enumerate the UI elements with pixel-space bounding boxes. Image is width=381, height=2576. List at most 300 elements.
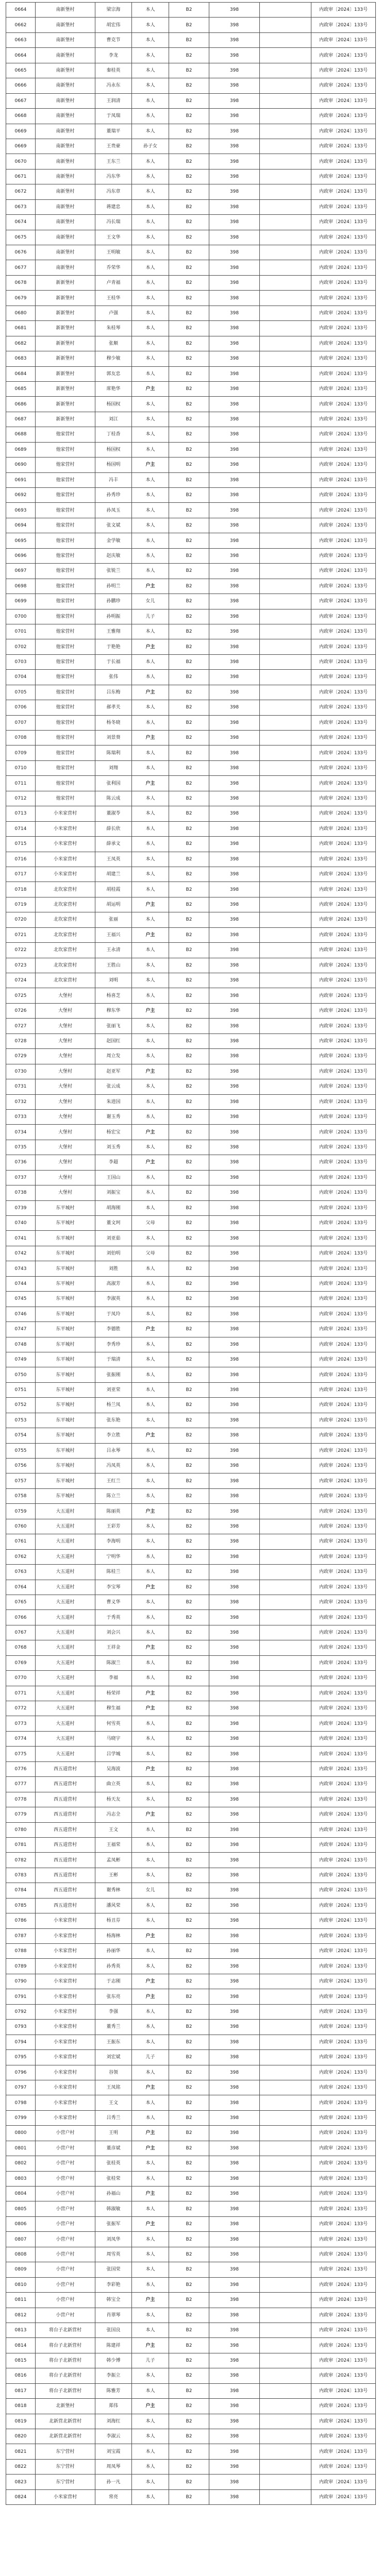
cell-serial-no: 0739 [6,1200,36,1215]
cell-disability-grade: B2 [169,442,209,457]
cell-serial-no: 0766 [6,1610,36,1625]
cell-village: 大五道村 [36,1549,95,1564]
cell-document-number: 内政审〔2024〕133号 [311,1413,376,1428]
cell-village: 大五道村 [36,1640,95,1655]
cell-disability-grade: B2 [169,1261,209,1276]
cell-serial-no: 0719 [6,897,36,912]
table-row [6,745,376,760]
cell-person-name: 韩宝全 [95,2293,132,2308]
table-row [6,1580,376,1595]
cell-relationship: 本人 [132,867,169,882]
cell-document-number: 内政审〔2024〕133号 [311,184,376,199]
cell-amount: 398 [209,867,260,882]
cell-amount: 398 [209,548,260,563]
cell-serial-no: 0674 [6,215,36,230]
cell-amount: 398 [209,2035,260,2049]
cell-serial-no: 0815 [6,2353,36,2368]
cell-amount: 398 [209,1761,260,1776]
table-row [6,2429,376,2444]
cell-serial-no: 0760 [6,1519,36,1534]
cell-empty [260,366,311,381]
cell-disability-grade: B2 [169,199,209,214]
cell-empty [260,943,311,958]
cell-person-name: 陈瑞利 [95,745,132,760]
cell-serial-no: 0718 [6,882,36,897]
cell-relationship: 本人 [132,260,169,275]
cell-village: 新新堡村 [36,412,95,427]
cell-document-number: 内政审〔2024〕133号 [311,2383,376,2398]
cell-disability-grade: B2 [169,2035,209,2049]
cell-serial-no: 0769 [6,1655,36,1670]
cell-document-number: 内政审〔2024〕133号 [311,1807,376,1822]
table-row [6,1473,376,1488]
cell-relationship: 本人 [132,1292,169,1307]
table-row [6,442,376,457]
cell-village: 小米家营村 [36,2110,95,2125]
cell-village: 大五道村 [36,1534,95,1549]
cell-village: 他家营村 [36,564,95,579]
cell-person-name: 李福 [95,1671,132,1686]
cell-serial-no: 0821 [6,2444,36,2459]
cell-amount: 398 [209,1231,260,1246]
cell-amount: 398 [209,2323,260,2337]
cell-village: 他家营村 [36,654,95,669]
cell-empty [260,1565,311,1580]
table-row [6,139,376,154]
cell-document-number: 内政审〔2024〕133号 [311,1898,376,1913]
cell-relationship: 本人 [132,1595,169,1609]
cell-empty [260,2171,311,2186]
cell-amount: 398 [209,2065,260,2080]
cell-disability-grade: B2 [169,2004,209,2019]
table-row [6,852,376,867]
cell-village: 他家营村 [36,579,95,594]
cell-document-number: 内政审〔2024〕133号 [311,412,376,427]
cell-serial-no: 0707 [6,715,36,730]
cell-empty [260,3,311,18]
cell-village: 大五道村 [36,1580,95,1595]
cell-empty [260,2050,311,2065]
cell-empty [260,260,311,275]
cell-serial-no: 0728 [6,1033,36,1048]
cell-empty [260,139,311,154]
cell-serial-no: 0664 [6,48,36,63]
cell-serial-no: 0819 [6,2414,36,2429]
cell-person-name: 刘海红 [95,2414,132,2429]
subsidy-roster-table [6,2,376,2505]
cell-disability-grade: B2 [169,973,209,988]
cell-person-name: 杨喜芝 [95,988,132,1003]
cell-document-number: 内政审〔2024〕133号 [311,1853,376,1868]
cell-disability-grade: B2 [169,1792,209,1807]
cell-empty [260,215,311,230]
cell-empty [260,731,311,745]
cell-amount: 398 [209,821,260,836]
cell-document-number: 内政审〔2024〕133号 [311,821,376,836]
cell-person-name: 孙一凡 [95,2475,132,2489]
cell-document-number: 内政审〔2024〕133号 [311,1655,376,1670]
cell-empty [260,1231,311,1246]
cell-serial-no: 0712 [6,791,36,806]
cell-serial-no: 0686 [6,397,36,412]
cell-disability-grade: B2 [169,1610,209,1625]
cell-serial-no: 0742 [6,1246,36,1261]
cell-serial-no: 0803 [6,2171,36,2186]
cell-relationship: 户主 [132,776,169,791]
cell-person-name: 乔荣华 [95,260,132,275]
cell-document-number: 内政审〔2024〕133号 [311,806,376,821]
cell-relationship: 户主 [132,897,169,912]
cell-serial-no: 0708 [6,731,36,745]
cell-amount: 398 [209,518,260,533]
table-row [6,472,376,487]
cell-serial-no: 0729 [6,1049,36,1064]
table-row [6,1837,376,1852]
cell-person-name: 刘凤华 [95,2232,132,2247]
cell-person-name: 胡桂霞 [95,882,132,897]
cell-person-name: 吕东梅 [95,685,132,700]
cell-document-number: 内政审〔2024〕133号 [311,2262,376,2277]
cell-serial-no: 0776 [6,1761,36,1776]
cell-amount: 398 [209,1792,260,1807]
table-row [6,1170,376,1185]
cell-amount: 398 [209,1413,260,1428]
table-row [6,154,376,169]
cell-disability-grade: B2 [169,715,209,730]
cell-relationship: 户主 [132,1701,169,1716]
cell-person-name: 张桂英 [95,2156,132,2171]
cell-relationship: 本人 [132,397,169,412]
table-row [6,1610,376,1625]
cell-disability-grade: B2 [169,2156,209,2171]
cell-document-number: 内政审〔2024〕133号 [311,609,376,624]
cell-relationship: 本人 [132,427,169,442]
cell-village: 新新堡村 [36,321,95,336]
cell-person-name: 孙福山 [95,2187,132,2201]
cell-relationship: 本人 [132,2414,169,2429]
cell-relationship: 本人 [132,654,169,669]
cell-person-name: 王凤英 [95,852,132,867]
cell-document-number: 内政审〔2024〕133号 [311,1974,376,1989]
cell-document-number: 内政审〔2024〕133号 [311,2444,376,2459]
cell-document-number: 内政审〔2024〕133号 [311,927,376,942]
cell-serial-no: 0727 [6,1019,36,1033]
cell-person-name: 刘宏斌 [95,2050,132,2065]
cell-disability-grade: B2 [169,867,209,882]
cell-village: 小米家营村 [36,1989,95,2004]
cell-empty [260,1655,311,1670]
cell-person-name: 潘风荣 [95,1898,132,1913]
cell-disability-grade: B2 [169,2399,209,2414]
cell-disability-grade: B2 [169,670,209,685]
cell-amount: 398 [209,230,260,245]
table-row [6,230,376,245]
cell-village: 东平城村 [36,1443,95,1458]
cell-village: 他家营村 [36,609,95,624]
cell-relationship: 本人 [132,1443,169,1458]
cell-empty [260,2293,311,2308]
cell-disability-grade: B2 [169,321,209,336]
cell-document-number: 内政审〔2024〕133号 [311,488,376,503]
cell-serial-no: 0785 [6,1898,36,1913]
cell-relationship: 本人 [132,48,169,63]
cell-amount: 398 [209,2459,260,2474]
cell-person-name: 陈雅芳 [95,2383,132,2398]
cell-amount: 398 [209,2368,260,2383]
cell-serial-no: 0726 [6,1003,36,1018]
cell-empty [260,958,311,973]
cell-empty [260,2216,311,2231]
cell-village: 大堡村 [36,1094,95,1109]
cell-amount: 398 [209,351,260,366]
cell-village: 小营户村 [36,2293,95,2308]
cell-empty [260,1853,311,1868]
cell-relationship: 本人 [132,2308,169,2323]
cell-document-number: 内政审〔2024〕133号 [311,564,376,579]
cell-disability-grade: B2 [169,2126,209,2141]
cell-amount: 398 [209,837,260,852]
cell-village: 南新堡村 [36,48,95,63]
cell-amount: 398 [209,488,260,503]
cell-disability-grade: B2 [169,897,209,912]
cell-village: 小米家营村 [36,2004,95,2019]
cell-empty [260,1322,311,1337]
cell-relationship: 本人 [132,351,169,366]
cell-serial-no: 0670 [6,154,36,169]
cell-disability-grade: B2 [169,351,209,366]
cell-disability-grade: B2 [169,1413,209,1428]
cell-empty [260,2308,311,2323]
cell-empty [260,381,311,396]
cell-amount: 398 [209,1625,260,1640]
cell-disability-grade: B2 [169,2141,209,2156]
cell-amount: 398 [209,927,260,942]
table-row [6,1913,376,1928]
table-row [6,518,376,533]
cell-empty [260,1094,311,1109]
table-row [6,1504,376,1519]
cell-village: 东平城村 [36,1307,95,1321]
cell-disability-grade: B2 [169,1003,209,1018]
cell-disability-grade: B2 [169,2338,209,2353]
cell-relationship: 本人 [132,1944,169,1959]
cell-disability-grade: B2 [169,639,209,654]
cell-relationship: 户主 [132,381,169,396]
cell-empty [260,882,311,897]
cell-person-name: 韩淑敏 [95,2201,132,2216]
cell-empty [260,700,311,715]
cell-relationship: 户主 [132,2293,169,2308]
cell-disability-grade: B2 [169,1777,209,1792]
cell-village: 南新堡村 [36,93,95,108]
cell-person-name: 刘胜 [95,1261,132,1276]
cell-person-name: 刘景葵 [95,731,132,745]
cell-amount: 398 [209,533,260,548]
table-row [6,943,376,958]
cell-person-name: 王凤铭 [95,2080,132,2095]
cell-empty [260,1398,311,1413]
cell-serial-no: 0668 [6,109,36,124]
cell-amount: 398 [209,154,260,169]
table-row [6,1276,376,1291]
cell-disability-grade: B2 [169,2080,209,2095]
cell-person-name: 韩少博 [95,2353,132,2368]
cell-relationship: 本人 [132,1109,169,1124]
cell-amount: 398 [209,2004,260,2019]
cell-amount: 398 [209,988,260,1003]
cell-empty [260,1640,311,1655]
cell-disability-grade: B2 [169,1974,209,1989]
cell-disability-grade: B2 [169,1398,209,1413]
cell-village: 南新堡村 [36,124,95,139]
cell-serial-no: 0763 [6,1565,36,1580]
cell-disability-grade: B2 [169,1382,209,1397]
cell-serial-no: 0810 [6,2277,36,2292]
cell-disability-grade: B2 [169,2475,209,2489]
cell-document-number: 内政审〔2024〕133号 [311,1337,376,1352]
cell-serial-no: 0688 [6,427,36,442]
cell-village: 他家营村 [36,639,95,654]
cell-serial-no: 0720 [6,912,36,927]
table-row [6,2489,376,2504]
cell-person-name: 刘亚荣 [95,1382,132,1397]
cell-disability-grade: B2 [169,381,209,396]
cell-disability-grade: B2 [169,2110,209,2125]
cell-empty [260,1276,311,1291]
cell-document-number: 内政审〔2024〕133号 [311,1625,376,1640]
cell-disability-grade: B2 [169,48,209,63]
cell-empty [260,1549,311,1564]
cell-serial-no: 0737 [6,1170,36,1185]
cell-relationship: 本人 [132,2095,169,2110]
cell-village: 北坎家营村 [36,973,95,988]
cell-amount: 398 [209,1883,260,1898]
cell-disability-grade: B2 [169,731,209,745]
cell-document-number: 内政审〔2024〕133号 [311,1428,376,1443]
cell-village: 大五道村 [36,1731,95,1746]
cell-disability-grade: B2 [169,912,209,927]
cell-amount: 398 [209,1337,260,1352]
cell-person-name: 李超 [95,1155,132,1170]
cell-village: 新新堡村 [36,381,95,396]
cell-person-name: 谷领 [95,2065,132,2080]
cell-document-number: 内政审〔2024〕133号 [311,1231,376,1246]
cell-village: 南新堡村 [36,184,95,199]
cell-document-number: 内政审〔2024〕133号 [311,2293,376,2308]
cell-relationship: 户主 [132,2126,169,2141]
cell-disability-grade: B2 [169,700,209,715]
cell-relationship: 户主 [132,639,169,654]
cell-person-name: 郑伟 [95,2399,132,2414]
table-row [6,1671,376,1686]
cell-village: 他家营村 [36,776,95,791]
cell-document-number: 内政审〔2024〕133号 [311,154,376,169]
cell-disability-grade: B2 [169,1109,209,1124]
cell-document-number: 内政审〔2024〕133号 [311,503,376,518]
cell-village: 西五道营村 [36,1837,95,1852]
cell-village: 北坎家营村 [36,897,95,912]
table-row [6,2353,376,2368]
cell-person-name: 谢秀林 [95,1883,132,1898]
cell-serial-no: 0678 [6,275,36,290]
cell-village: 西五道营村 [36,1761,95,1776]
cell-person-name: 胡运明 [95,897,132,912]
cell-village: 北坎家营村 [36,943,95,958]
cell-document-number: 内政审〔2024〕133号 [311,1761,376,1776]
cell-empty [260,336,311,351]
cell-serial-no: 0782 [6,1853,36,1868]
table-row [6,700,376,715]
cell-disability-grade: B2 [169,821,209,836]
cell-empty [260,1170,311,1185]
cell-empty [260,1898,311,1913]
cell-document-number: 内政审〔2024〕133号 [311,1322,376,1337]
cell-person-name: 李振立 [95,2368,132,2383]
table-row [6,685,376,700]
table-row [6,2065,376,2080]
cell-disability-grade: B2 [169,2308,209,2323]
cell-village: 他家营村 [36,731,95,745]
cell-document-number: 内政审〔2024〕133号 [311,2020,376,2035]
cell-village: 大堡村 [36,1064,95,1079]
cell-person-name: 董彦斌 [95,2141,132,2156]
cell-amount: 398 [209,715,260,730]
cell-serial-no: 0721 [6,927,36,942]
cell-amount: 398 [209,1200,260,1215]
cell-person-name: 王桂华 [95,291,132,306]
cell-disability-grade: B2 [169,2489,209,2504]
cell-amount: 398 [209,2080,260,2095]
cell-document-number: 内政审〔2024〕133号 [311,1473,376,1488]
cell-relationship: 本人 [132,154,169,169]
table-row [6,381,376,396]
cell-empty [260,306,311,320]
cell-empty [260,2323,311,2337]
table-row [6,2171,376,2186]
cell-amount: 398 [209,1580,260,1595]
cell-serial-no: 0671 [6,169,36,184]
cell-amount: 398 [209,199,260,214]
cell-serial-no: 0753 [6,1413,36,1428]
cell-empty [260,2156,311,2171]
cell-relationship: 本人 [132,806,169,821]
cell-person-name: 董秀兰 [95,2020,132,2035]
cell-serial-no: 0691 [6,472,36,487]
cell-person-name: 曹义华 [95,1595,132,1609]
table-row [6,2187,376,2201]
cell-document-number: 内政审〔2024〕133号 [311,639,376,654]
cell-document-number: 内政审〔2024〕133号 [311,1883,376,1898]
cell-relationship: 本人 [132,2429,169,2444]
cell-person-name: 刘亚茹 [95,1231,132,1246]
cell-empty [260,2247,311,2262]
cell-relationship: 本人 [132,78,169,93]
cell-serial-no: 0749 [6,1352,36,1367]
cell-document-number: 内政审〔2024〕133号 [311,230,376,245]
cell-empty [260,1428,311,1443]
cell-amount: 398 [209,2383,260,2398]
cell-amount: 398 [209,1019,260,1033]
cell-person-name: 郭友忠 [95,366,132,381]
cell-relationship: 本人 [132,2383,169,2398]
cell-person-name: 张锐兰 [95,564,132,579]
cell-amount: 398 [209,1125,260,1140]
cell-village: 西五道营村 [36,1777,95,1792]
cell-disability-grade: B2 [169,366,209,381]
cell-amount: 398 [209,1807,260,1822]
cell-disability-grade: B2 [169,2262,209,2277]
table-row [6,2126,376,2141]
